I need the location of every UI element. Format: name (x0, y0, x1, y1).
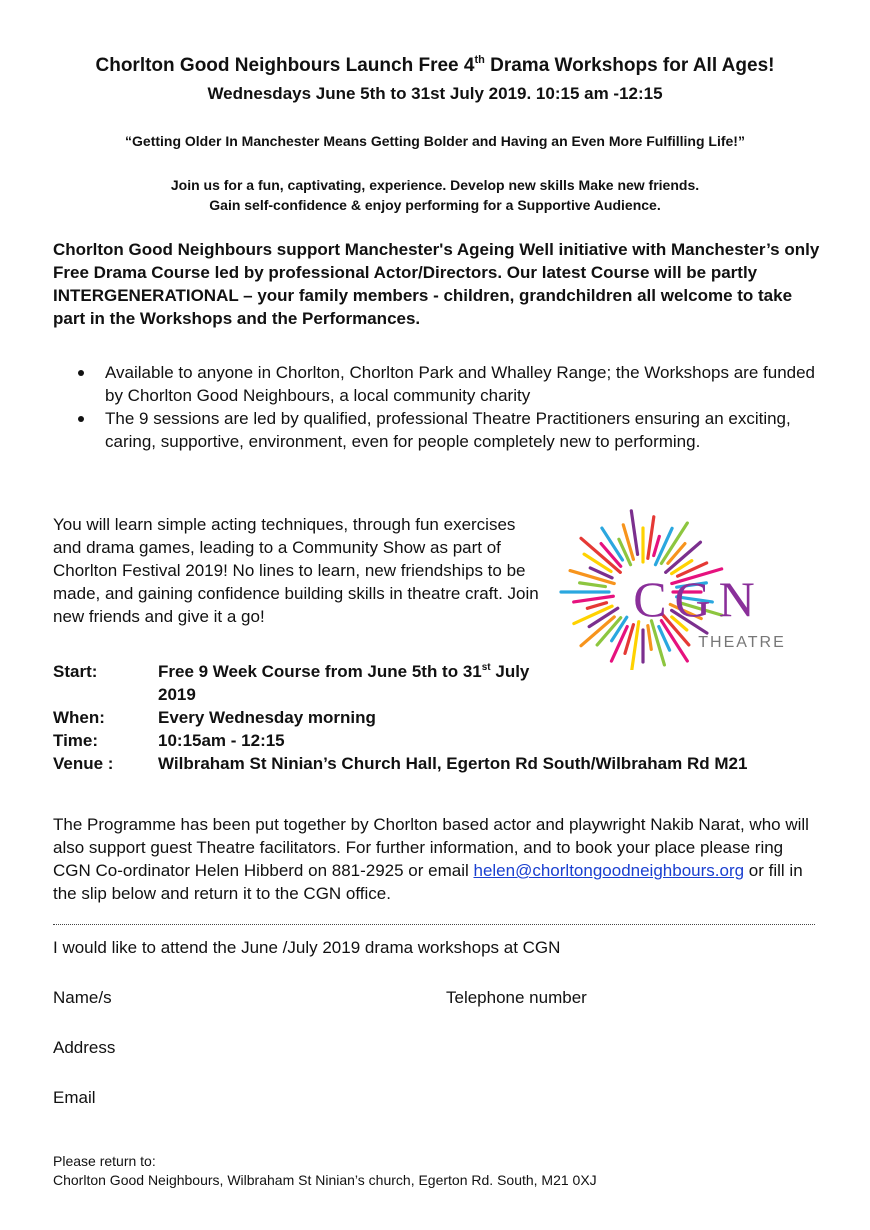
starburst-ray (587, 603, 606, 609)
course-details (53, 660, 843, 775)
start-text-end: July (490, 662, 530, 681)
programme-text: The Programme has been put together by Chorlton based actor and playwright Nakib Narat, who will also support guest Theatre facilitators. For further information, and to book your place please ring CGN Co-ordinator Helen Hibberd on 881-2925 or email (53, 815, 809, 880)
address-field-label: Address (53, 1038, 116, 1057)
return-address (53, 1152, 597, 1190)
starburst-ray (631, 511, 637, 555)
start-superscript: st (481, 662, 491, 673)
detail-label: Time: (53, 731, 99, 750)
page-title (0, 54, 870, 78)
detail-when (53, 706, 843, 729)
list-item (53, 407, 823, 453)
detail-label: Venue : (53, 754, 114, 773)
phone-field-label: Telephone number (446, 988, 587, 1007)
detail-value (158, 660, 529, 683)
detail-value: 10:15am - 12:15 (158, 731, 285, 750)
starburst-ray (648, 626, 651, 650)
start-text: Free 9 Week Course from June 5th to 31 (158, 662, 482, 681)
form-intro: I would like to attend the June /July 2019 drama workshops at CGN (53, 938, 561, 957)
quote: “Getting Older In Manchester Means Getting Bolder and Having an Even More Fulfilling Life!” (125, 133, 745, 149)
title-text-end: Drama Workshops for All Ages! (484, 55, 775, 76)
return-line-2: Chorlton Good Neighbours, Wilbraham St Ninian’s church, Egerton Rd. South, M21 0XJ (53, 1172, 597, 1188)
detail-start-cont (53, 683, 843, 706)
logo-sub-text: THEATRE (698, 634, 786, 651)
starburst-ray (580, 583, 606, 587)
join-text (0, 175, 870, 215)
join-line-1: Join us for a fun, captivating, experience. Develop new skills Make new friends. (170, 177, 700, 193)
title-text: Chorlton Good Neighbours Launch Free 4 (95, 55, 475, 76)
list-item-text: Available to anyone in Chorlton, Chorlton Park and Whalley Range; the Workshops are funded by Chorlton Good Neighbours, a local community charity (105, 363, 816, 405)
programme-text-end: or fill in the slip below and return it to the CGN office. (53, 861, 803, 903)
name-field-label: Name/s (53, 988, 112, 1007)
cgn-theatre-logo (548, 500, 808, 670)
email-field-label: Email (53, 1088, 96, 1107)
logo-main-text: CGN (633, 571, 763, 627)
page-subtitle: Wednesdays June 5th to 31st July 2019. 10:15 am -12:15 (207, 84, 663, 103)
detail-time (53, 729, 843, 752)
intro-paragraph: Chorlton Good Neighbours support Manchester's Ageing Well initiative with Manchester’s only Free Drama Course led by professional Actor/Directors. Our latest Course will be partly INTERGENERATIONAL – your family members - children, grandchildren all welcome to take part in the Workshops and the Performances. (53, 240, 820, 328)
detail-value: Wilbraham St Ninian’s Church Hall, Egerton Rd South/Wilbraham Rd M21 (158, 754, 748, 773)
cut-line-divider (53, 924, 815, 925)
bullet-list (53, 361, 823, 453)
title-superscript: th (474, 54, 485, 66)
list-item-text: The 9 sessions are led by qualified, professional Theatre Practitioners ensuring an exciting, caring, supportive, environment, even for people completely new to performing. (105, 409, 791, 451)
detail-venue (53, 752, 843, 775)
programme-paragraph (53, 813, 823, 905)
list-item (53, 361, 823, 407)
bullet-icon (78, 416, 84, 422)
detail-value: 2019 (158, 685, 196, 704)
detail-start (53, 660, 843, 683)
starburst-ray (654, 536, 660, 555)
learn-paragraph: You will learn simple acting techniques, through fun exercises and drama games, leading to a Community Show as part of Chorlton Festival 2019! No lines to learn, new friendships to be made, and gaining confidence building skills in theatre craft. Join new friends and give it a go! (53, 515, 539, 626)
starburst-ray (648, 517, 654, 559)
detail-label: When: (53, 708, 105, 727)
bullet-icon (78, 370, 84, 376)
starburst-ray (574, 596, 614, 602)
email-link[interactable]: helen@chorltongoodneighbours.org (473, 861, 745, 880)
detail-label: Start: (53, 662, 98, 681)
return-line-1: Please return to: (53, 1153, 156, 1169)
detail-value: Every Wednesday morning (158, 708, 376, 727)
join-line-2: Gain self-confidence & enjoy performing for a Supportive Audience. (209, 197, 661, 213)
